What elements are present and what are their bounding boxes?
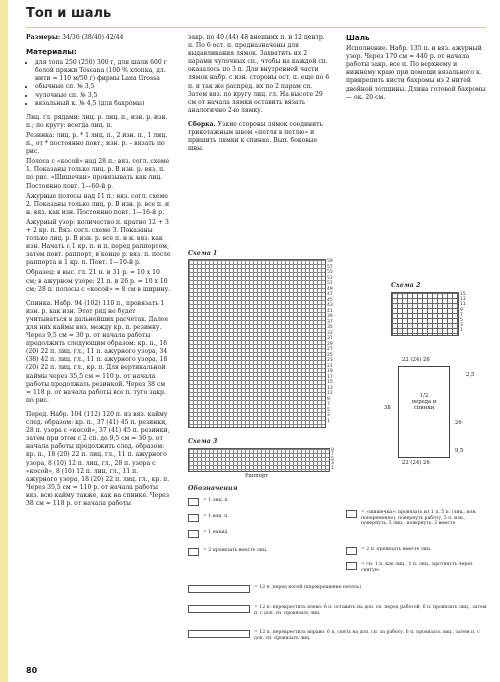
legend-ssk-symbol: [346, 562, 357, 570]
schematic-bottom-right-dim: 9,5: [455, 448, 464, 454]
stitch-ribbing: Резинка: лиц. р. * 1 лиц. п., 2 изн. п., 1 лиц. п., от * постоянно повт.; изн. р. – вязать по рис.: [26, 131, 168, 156]
sizes-value: 34/36 (38/40) 42/44: [62, 34, 124, 41]
page-title: Топ и шаль: [26, 6, 112, 21]
row-number: 3: [460, 323, 463, 329]
row-number: 7: [460, 312, 463, 318]
legend-item: = 2 п. провязать вместе лиц.: [346, 547, 486, 555]
row-number: 9: [331, 448, 334, 453]
scheme3-row-numbers: [331, 449, 334, 471]
materials-list: [26, 59, 171, 108]
row-number: 33: [327, 330, 333, 336]
row-number: 7: [327, 402, 330, 407]
schematic-half: 1/2: [419, 393, 429, 399]
legend-label: Обозначения: [188, 485, 238, 492]
legend-item: = «шишечка»: провязать из 1 п. 5 п. (лиц., изн. попеременно), повернуть работу, 5 п. изн., повернуть, 5 лиц., повернуть, 2 вместе: [346, 510, 486, 527]
legend-item: = 12 п. перекрестить вправо: 6 п. снять на доп. сп. за работу, 6 п. провязать лиц., затем п. с доп. сп. провязать лиц.: [188, 630, 488, 641]
legend-item: = 1 изн. п.: [188, 514, 338, 522]
instructions-column-2: [188, 34, 330, 159]
scheme2-grid: [391, 292, 459, 336]
legend-k2tog-symbol: [188, 548, 199, 556]
legend-yarnover-symbol: [188, 530, 199, 538]
row-number: 45: [327, 297, 333, 303]
row-number: 25: [327, 352, 333, 358]
legend-item: = 12 п. перекрестить влево: 6 п. оставить на доп. сп. перед работой, 6 п. провязать лиц., затем п. с доп. сп. провязать лиц.: [188, 605, 488, 616]
legend-item: = сн. 1 п. как лиц., 1 п. лиц., протянуть через снятую: [346, 562, 486, 573]
page-side-bar: [0, 0, 8, 682]
row-number: 1: [331, 465, 334, 471]
title-rule: [26, 27, 486, 28]
scheme1-grid: [188, 259, 326, 428]
schematic-center-label: [409, 393, 439, 411]
stitch-lace-bands: Ажурные полосы над 11 п.: вяз. согл. схеме 2. Показаны только лиц. р. В изн. р. все п. и н. вяз. как изн. Постоянно повт. 1—16-й р.: [26, 192, 170, 216]
row-number: 3: [331, 461, 334, 467]
row-number: 9: [327, 396, 330, 402]
row-number: 51: [327, 281, 333, 286]
row-number: 17: [327, 374, 333, 380]
material-item: • обычные сп. № 3,5: [35, 83, 171, 91]
row-number: 5: [460, 317, 463, 323]
scheme1-label: Схема 1: [188, 250, 218, 257]
row-number: 19: [327, 369, 333, 374]
row-number: 29: [327, 341, 333, 347]
straps-text: закр. по 40 (44) 48 внешних п. и 12 центр. п. По 6 ост. п. предназначены для выдавливания лямок. Захватить их 2 парами чулочных сп., чтобы на каждой сп. оказалось по 3 п. Для внутренней части лямок набр. с изн. стороны ост. п. еще по 6 п. и так же распред. их по 2 парам сп. Затем вяз. по кругу лиц. гл. На высоте 29 см от начала лямки оставить вязать аналогично 2-ю лямку.: [188, 34, 330, 114]
scheme2-row-numbers: [460, 293, 466, 335]
material-item: • для топа 250 (250) 300 г, для шали 600 г белой пряжи Toscana (100 % хлопка, дл. нити = 110 м/50 г) фирмы Lana Grossa: [35, 59, 171, 83]
row-number: 5: [331, 456, 334, 462]
schematic-outline: [398, 366, 450, 458]
legend-cross-right-symbol: [188, 630, 250, 638]
scheme3-label: Схема 3: [188, 438, 218, 445]
schematic-right-dim: 26: [455, 420, 462, 426]
row-number: 23: [327, 358, 333, 363]
rapport-label: Раппорт: [245, 473, 269, 479]
row-number: 15: [460, 292, 466, 297]
legend-dec-symbol: [346, 547, 357, 555]
row-number: 39: [327, 314, 333, 319]
row-number: 59: [327, 259, 333, 264]
legend-cable-symbol: [188, 585, 250, 593]
row-number: 15: [327, 380, 333, 385]
material-item: • чулочные сп. № 3,5: [35, 92, 171, 100]
schematic-top-dim: 22 (24) 26: [402, 357, 430, 363]
gauge: Образец: в выс. гл. 21 п. и 31 р. = 10 х 10 см; в ажурном узоре: 21 п. и 26 р. = 10 х 10 см; 28 п. полосы с «косой» = 8 см в ширину.: [26, 269, 171, 293]
row-number: 5: [327, 407, 330, 413]
row-number: 1: [327, 418, 330, 424]
stitch-cable-band: Полоса с «косой» над 28 п.: вяз. согл. схеме 1. Показаны только лиц. р. В изн. р. вяз. п. по рис. «Шишечки» провязывать как лиц. Постоянно повт. 1—60-й р.: [26, 158, 170, 190]
row-number: 43: [327, 303, 333, 308]
schematic-side-dim: 2,5: [466, 372, 475, 378]
row-number: 35: [327, 325, 333, 330]
row-number: 1: [460, 328, 463, 334]
legend-item: = 12 п. перед косой (перекрещение петель): [188, 585, 488, 593]
materials-heading: Материалы:: [26, 47, 77, 57]
sizes-label: Размеры:: [26, 34, 61, 41]
legend-item: = 1 накид: [188, 530, 338, 538]
legend-cross-left-symbol: [188, 605, 250, 613]
row-number: 9: [460, 307, 463, 313]
row-number: 11: [327, 391, 333, 396]
material-item: • вязальный к. № 4,5 (для бахромы): [35, 100, 171, 108]
stitch-stockinette: Лиц. гл. рядами: лиц. р. лиц. п., изн. р. изн. п.; по кругу: всегда лиц. п.: [26, 113, 168, 129]
row-number: 3: [327, 413, 330, 418]
legend-purl-symbol: [188, 514, 199, 522]
row-number: 27: [327, 347, 333, 352]
back-instructions: Спинка. Набр. 94 (102) 110 п., провязать 1 изн. р. как изн. Этот ряд не будет учитываться в дальнейших расчетах. Далее для них каймы вяз. между кр. п. резинку. Через 9,5 см = 30 р. от начала работы продолжить следующим образом: кр. п., 18 (20) 22 п. лиц. гл., 11 п. ажурного узора, 34 (38) 42 п. лиц. гл., 11 п. ажурного узора, 18 (20) 22 п. лиц. гл., кр. п. Для вертикальной каймы через 35,5 см = 110 р. от начала работы продолжать резинкой. Через 38 см = 118 р. от начала работы все п. туго закр. по рис.: [26, 299, 169, 404]
schematic-line2: спинки: [413, 405, 435, 411]
row-number: 7: [331, 452, 334, 458]
shawl-heading: Шаль: [346, 33, 370, 42]
instructions-column-1: [26, 34, 171, 514]
row-number: 21: [327, 363, 333, 369]
shawl-text: Исполнение. Набр. 135 п. и вяз. ажурный узор. Через 170 см = 440 р. от начала работы закр. все п. По верхнему и нижнему краю при помощи вязального к. прикрепить кисти бахромы из 2 нитей двойной толщины. Длина готовой бахромы — ок. 20 см.: [346, 45, 486, 101]
row-number: 41: [327, 308, 333, 314]
scheme2-label: Схема 2: [391, 282, 421, 289]
row-number: 13: [327, 385, 333, 391]
row-number: 57: [327, 264, 333, 270]
scheme3-grid: [188, 448, 330, 472]
legend-item: = 2 провязать вместе лиц.: [188, 548, 338, 556]
scheme1-row-numbers: [327, 260, 333, 425]
legend-item: = 1 лиц. п.: [188, 498, 338, 506]
row-number: 13: [460, 297, 466, 303]
assembly-text: Узкие стороны лямок соединить трикотажным швом «петля в петлю» и пришить лямки к спинке. Вып. боковые швы.: [188, 120, 323, 153]
schematic-bottom-dim: 22 (24) 26: [402, 460, 430, 466]
row-number: 31: [327, 336, 333, 341]
stitch-lace-pattern: Ажурный узор: количество п. кратно 12 + 3 + 2 кр. п. Вяз. согл. схеме 3. Показаны только лиц. р. В изн. р. все п. и н. вяз. как изн. Начать с 1 кр. п. и п. перед раппортом, затем повт. раппорт, в конце р. вяз. п. после раппорта и 1 кр. п. Повт. 1—10-й р.: [26, 218, 171, 267]
row-number: 49: [327, 286, 333, 292]
row-number: 37: [327, 319, 333, 325]
row-number: 55: [327, 270, 333, 275]
front-instructions: Перед. Набр. 104 (112) 120 п. из вяз. кайму след. образом: кр. п., 37 (41) 45 п. резинки, 28 п. узора с «косой», 37 (41) 45 п. резинки, затем при этом с 2 сп. до 9,5 см = 30 р. от начала работы продолжить след. образом: кр. п., 18 (20) 22 п. лиц. гл., 11 п. ажурного узора, 8 (10) 12 п. лиц. гл., 28 п. узора с «косой», 8 (10) 12 п. лиц. гл., 11 п. ажурного узора, 18 (20) 22 п. лиц. гл., кр. п. Через 35,5 см = 110 р. от начала работы вяз. всю кайму также, как на спинке. Через 38 см = 118 р. от начала работы: [26, 410, 170, 507]
row-number: 53: [327, 275, 333, 281]
row-number: 47: [327, 292, 333, 297]
legend-knit-symbol: [188, 498, 199, 506]
legend-bobble-symbol: [346, 510, 357, 518]
assembly-label: Сборка.: [188, 120, 216, 128]
row-number: 11: [460, 302, 466, 308]
instructions-column-3: [346, 34, 486, 108]
schematic-left-dim: 38: [384, 405, 391, 411]
page-number: 80: [26, 666, 38, 675]
schematic-line1: переда и: [411, 399, 437, 405]
